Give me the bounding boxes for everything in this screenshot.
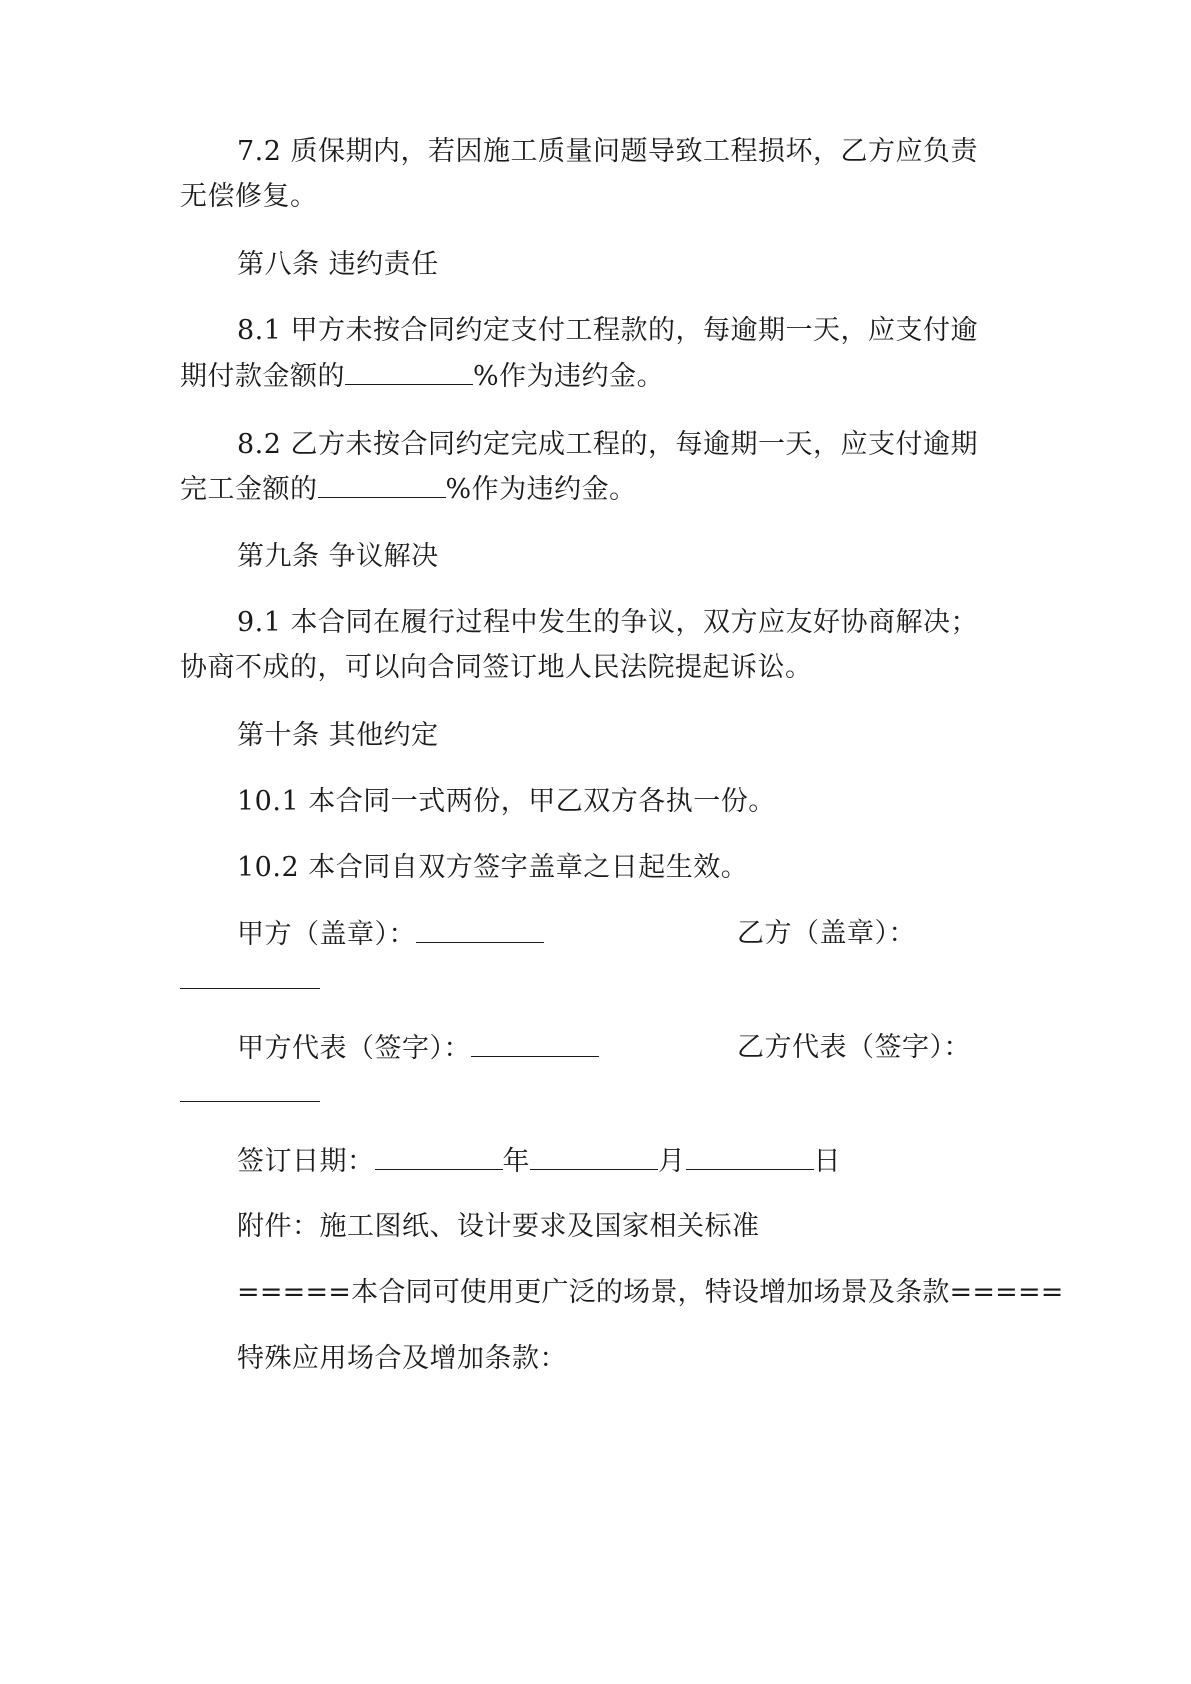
sign-month-blank[interactable] — [530, 1145, 658, 1170]
party-a-seal-blank[interactable] — [416, 918, 544, 943]
party-a-rep-label: 甲方代表（签字）： — [237, 1033, 471, 1064]
clause-8-1-line-1: 8.1 甲方未按合同约定支付工程款的，每逾期一天，应支付逾 — [237, 315, 979, 346]
clause-10-1: 10.1 本合同一式两份，甲乙双方各执一份。 — [237, 786, 776, 817]
party-b-rep-line — [737, 1032, 971, 1064]
article-8-heading: 第八条 违约责任 — [237, 249, 439, 280]
party-b-seal-line — [737, 918, 916, 950]
clause-8-1-suffix: %作为违约金。 — [473, 361, 665, 392]
day-label: 日 — [813, 1146, 841, 1177]
party-a-rep-blank[interactable] — [471, 1032, 599, 1057]
penalty-rate-blank-b[interactable] — [318, 473, 446, 498]
clause-7-2-line-2: 无偿修复。 — [180, 181, 318, 212]
party-b-rep-label: 乙方代表（签字）： — [737, 1032, 971, 1063]
clause-8-2-line-2 — [180, 473, 637, 506]
clause-9-1-line-1: 9.1 本合同在履行过程中发生的争议，双方应友好协商解决； — [237, 607, 979, 638]
clause-9-1-line-2: 协商不成的，可以向合同签订地人民法院提起诉讼。 — [180, 652, 813, 683]
clause-7-2-line-1: 7.2 质保期内，若因施工质量问题导致工程损坏，乙方应负责 — [237, 136, 979, 167]
party-b-seal-blank[interactable] — [180, 964, 320, 989]
penalty-rate-blank-a[interactable] — [345, 360, 473, 385]
party-b-seal-blank-line — [180, 964, 320, 997]
clause-8-1-line-2 — [180, 360, 664, 393]
sign-date-line — [237, 1145, 841, 1178]
party-a-seal-line — [237, 918, 544, 951]
month-label: 月 — [658, 1146, 686, 1177]
party-a-rep-line — [237, 1032, 599, 1065]
party-a-seal-label: 甲方（盖章）： — [237, 919, 416, 950]
sign-day-blank[interactable] — [686, 1145, 814, 1170]
article-10-heading: 第十条 其他约定 — [237, 720, 439, 751]
clause-8-1-prefix: 期付款金额的 — [180, 361, 345, 392]
party-b-rep-blank-line — [180, 1077, 320, 1110]
extension-banner: =====本合同可使用更广泛的场景，特设增加场景及条款===== — [237, 1277, 1064, 1308]
party-b-seal-label: 乙方（盖章）： — [737, 918, 916, 949]
sign-year-blank[interactable] — [375, 1145, 503, 1170]
clause-8-2-prefix: 完工金额的 — [180, 474, 318, 505]
year-label: 年 — [502, 1146, 530, 1177]
special-clauses-heading: 特殊应用场合及增加条款： — [237, 1343, 567, 1374]
clause-10-2: 10.2 本合同自双方签字盖章之日起生效。 — [237, 852, 749, 883]
article-9-heading: 第九条 争议解决 — [237, 541, 439, 572]
clause-8-2-line-1: 8.2 乙方未按合同约定完成工程的，每逾期一天，应支付逾期 — [237, 429, 979, 460]
party-b-rep-blank[interactable] — [180, 1077, 320, 1102]
sign-date-label: 签订日期： — [237, 1146, 375, 1177]
attachment-line: 附件：施工图纸、设计要求及国家相关标准 — [237, 1211, 760, 1242]
clause-8-2-suffix: %作为违约金。 — [445, 474, 637, 505]
